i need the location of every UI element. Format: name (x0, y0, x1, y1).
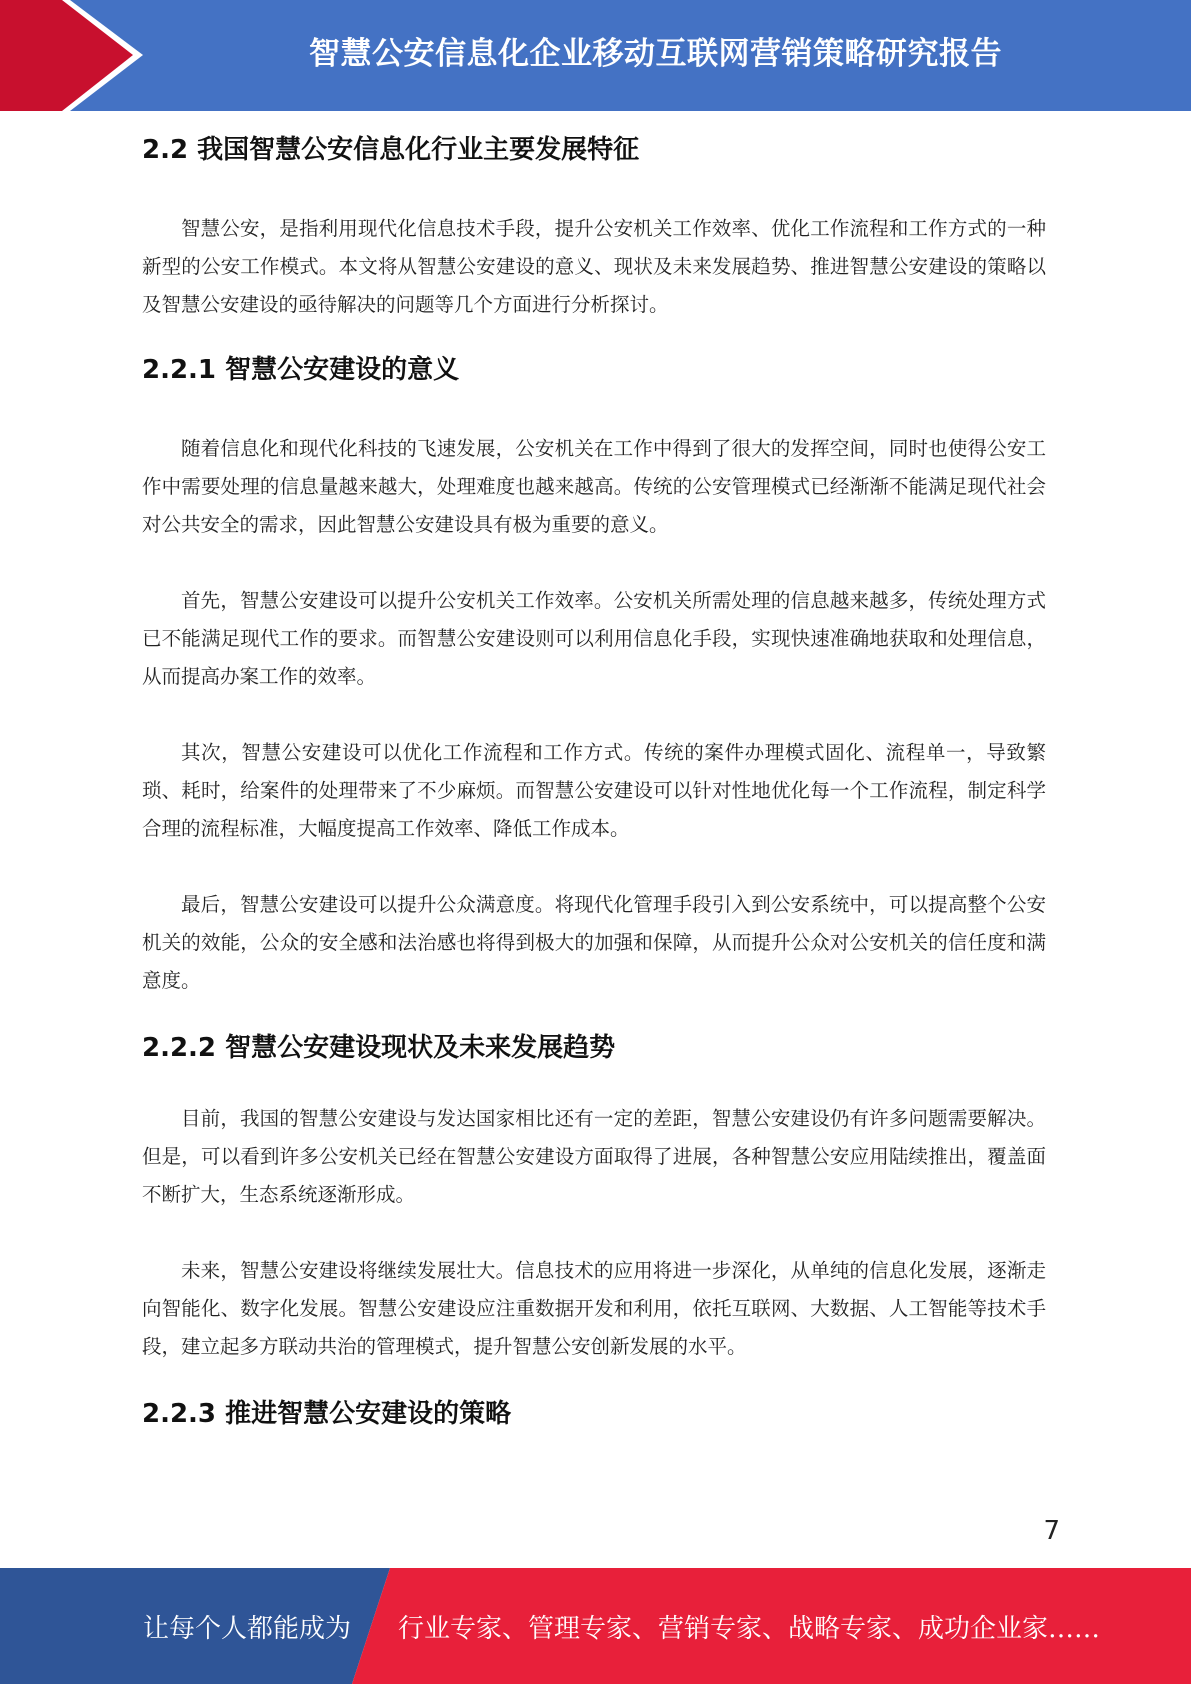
chevron-arrow-icon (0, 0, 160, 111)
page-number: 7 (1043, 1516, 1060, 1546)
section-heading: 2.2 我国智慧公安信息化行业主要发展特征 (142, 135, 640, 165)
footer-band (0, 1568, 1191, 1684)
report-header-band (0, 0, 1191, 111)
paragraph: 智慧公安，是指利用现代化信息技术手段，提升公安机关工作效率、优化工作流程和工作方式的一种新型的公安工作模式。本文将从智慧公安建设的意义、现状及未来发展趋势、推进智慧公安建设的策略以及智慧公安建设的亟待解决的问题等几个方面进行分析探讨。 (142, 217, 1046, 316)
footer-slogan-left: 让每个人都能成为 (143, 1613, 352, 1644)
paragraph: 随着信息化和现代化科技的飞速发展，公安机关在工作中得到了很大的发挥空间，同时也使得公安工作中需要处理的信息量越来越大，处理难度也越来越高。传统的公安管理模式已经渐渐不能满足现代社会对公共安全的需求，因此智慧公安建设具有极为重要的意义。 (142, 437, 1046, 536)
section-heading: 2.2.1 智慧公安建设的意义 (142, 355, 460, 385)
document-body (142, 128, 1046, 1436)
paragraph: 首先，智慧公安建设可以提升公安机关工作效率。公安机关所需处理的信息越来越多，传统处理方式已不能满足现代工作的要求。而智慧公安建设则可以利用信息化手段，实现快速准确地获取和处理信息，从而提高办案工作的效率。 (142, 589, 1046, 688)
paragraph: 目前，我国的智慧公安建设与发达国家相比还有一定的差距，智慧公安建设仍有许多问题需要解决。但是，可以看到许多公安机关已经在智慧公安建设方面取得了进展，各种智慧公安应用陆续推出，覆盖面不断扩大，生态系统逐渐形成。 (142, 1107, 1046, 1206)
paragraph: 其次，智慧公安建设可以优化工作流程和工作方式。传统的案件办理模式固化、流程单一，导致繁琐、耗时，给案件的处理带来了不少麻烦。而智慧公安建设可以针对性地优化每一个工作流程，制定科学合理的流程标准，大幅度提高工作效率、降低工作成本。 (142, 741, 1046, 840)
footer-slogan-right: 行业专家、管理专家、营销专家、战略专家、成功企业家…… (398, 1613, 1101, 1644)
section-heading: 2.2.2 智慧公安建设现状及未来发展趋势 (142, 1033, 616, 1063)
section-heading: 2.2.3 推进智慧公安建设的策略 (142, 1399, 512, 1429)
paragraph: 最后，智慧公安建设可以提升公众满意度。将现代化管理手段引入到公安系统中，可以提高整个公安机关的效能，公众的安全感和法治感也将得到极大的加强和保障，从而提升公众对公安机关的信任度和满意度。 (142, 893, 1046, 992)
report-title: 智慧公安信息化企业移动互联网营销策略研究报告 (309, 35, 1002, 72)
paragraph: 未来，智慧公安建设将继续发展壮大。信息技术的应用将进一步深化，从单纯的信息化发展，逐渐走向智能化、数字化发展。智慧公安建设应注重数据开发和利用，依托互联网、大数据、人工智能等技术手段，建立起多方联动共治的管理模式，提升智慧公安创新发展的水平。 (142, 1259, 1046, 1358)
